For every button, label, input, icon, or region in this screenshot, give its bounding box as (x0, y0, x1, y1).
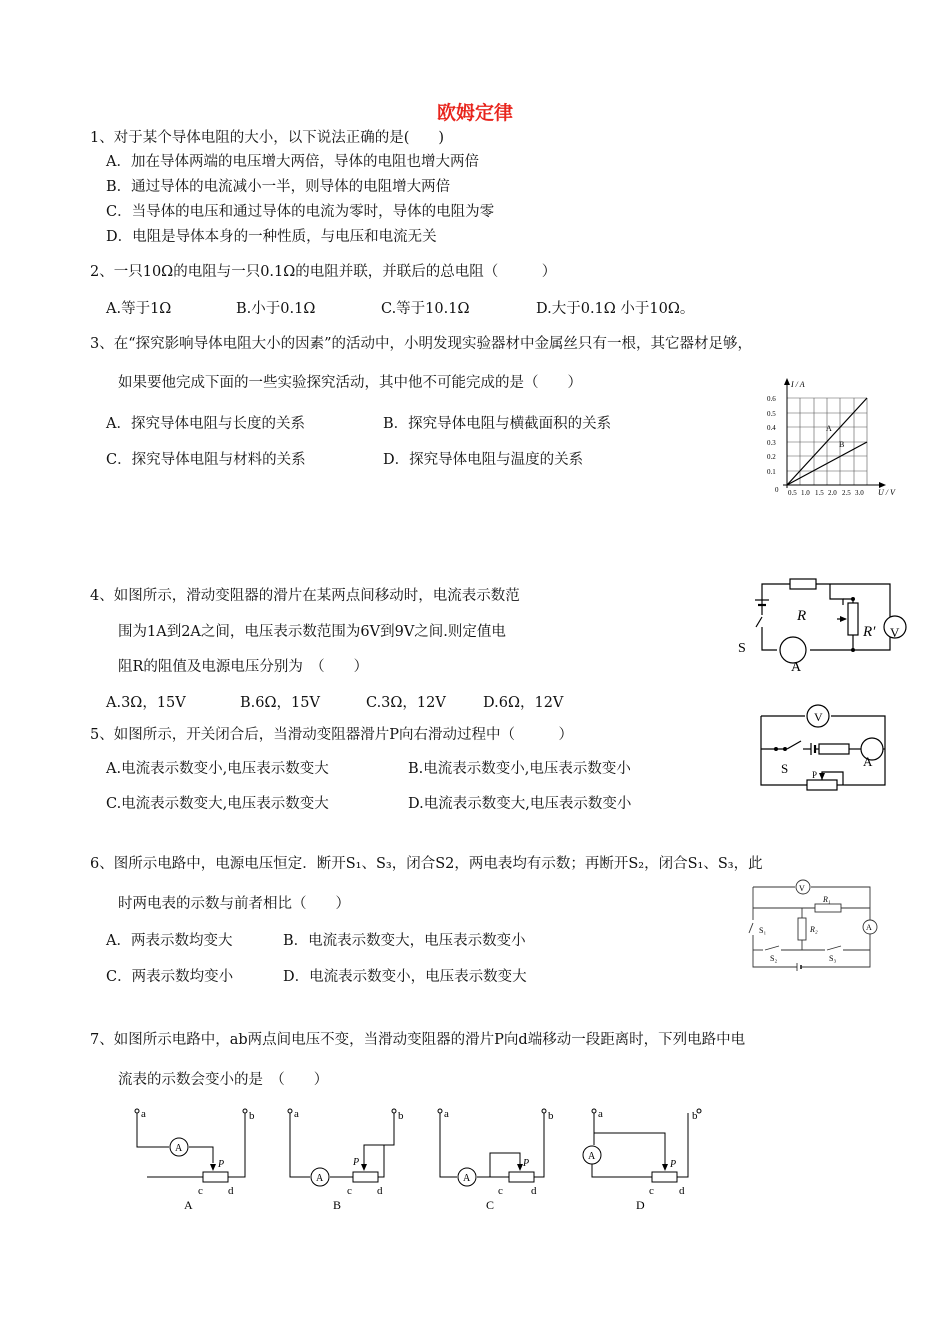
q4-option-a: A.3Ω，15V (106, 695, 186, 711)
ammeter-label: A (588, 1151, 596, 1162)
q1-option-c: C．当导体的电压和通过导体的电流为零时，导体的电阻为零 (106, 204, 495, 220)
q4-option-d: D.6Ω，12V (483, 695, 564, 711)
r1-label: R₁ (823, 895, 831, 904)
q5-option-d: D.电流表示数变大,电压表示数变小 (408, 796, 632, 812)
x-tick: 0.5 (788, 489, 797, 497)
line-a-label: A (826, 424, 832, 433)
q1-stem: 1、对于某个导体电阻的大小，以下说法正确的是( ) (90, 130, 445, 146)
terminal-a-label: a (294, 1108, 299, 1120)
slider-p-label: P (523, 1158, 530, 1169)
terminal-d-label: d (377, 1185, 383, 1197)
iu-graph (755, 370, 915, 505)
slider-p-label: P (353, 1157, 360, 1168)
terminal-b-label: b (548, 1110, 554, 1122)
terminal-a-label: a (598, 1108, 603, 1120)
slider-p-label: P (670, 1159, 677, 1170)
terminal-c-label: c (198, 1185, 203, 1197)
slider-p-label: P (812, 770, 818, 780)
q5-stem: 5、如图所示，开关闭合后，当滑动变阻器滑片P向右滑动过程中（ ） (90, 727, 573, 743)
q2-option-d: D.大于0.1Ω 小于10Ω。 (536, 301, 695, 317)
q4-stem-1: 4、如图所示，滑动变阻器的滑片在某两点间移动时，电流表示数范 (90, 588, 520, 604)
q5-option-b: B.电流表示数变小,电压表示数变小 (408, 761, 631, 777)
q2-option-b: B.小于0.1Ω (236, 301, 316, 317)
q2-option-c: C.等于10.1Ω (381, 301, 470, 317)
q3-stem-2: 如果要他完成下面的一些实验探究活动，其中他不可能完成的是（ ） (118, 375, 582, 391)
s3-label: S₃ (829, 954, 837, 963)
slider-p-label: P (218, 1159, 225, 1170)
s2-label: S₂ (770, 954, 778, 963)
terminal-b-label: b (692, 1110, 698, 1122)
ammeter-label: A (863, 754, 873, 769)
q7-circuit-c (430, 1105, 565, 1215)
terminal-b-label: b (398, 1110, 404, 1122)
r2-label: R₂ (810, 925, 818, 934)
x-tick: 2.0 (828, 489, 837, 497)
q4-circuit (735, 575, 915, 675)
terminal-d-label: d (531, 1185, 537, 1197)
figure-label: D (636, 1198, 645, 1212)
q7-circuit-d (580, 1105, 715, 1215)
terminal-a-label: a (444, 1108, 449, 1120)
q5-option-c: C.电流表示数变大,电压表示数变大 (106, 796, 329, 812)
s1-label: S₁ (759, 926, 767, 935)
q7-stem-2: 流表的示数会变小的是 （ ） (118, 1072, 329, 1088)
terminal-a-label: a (141, 1108, 146, 1120)
terminal-c-label: c (649, 1185, 654, 1197)
terminal-c-label: c (498, 1185, 503, 1197)
ammeter-label: A (316, 1173, 324, 1184)
terminal-d-label: d (228, 1185, 234, 1197)
y-tick: 0.4 (767, 424, 776, 432)
figure-label: C (486, 1198, 495, 1212)
q7-circuit-a (125, 1105, 260, 1215)
q5-option-a: A.电流表示数变小,电压表示数变大 (106, 761, 329, 777)
ammeter-label: A (791, 660, 802, 675)
voltmeter-label: V (890, 625, 900, 640)
q6-option-a: A．两表示数均变大 (106, 933, 233, 949)
ammeter-label: A (866, 923, 872, 932)
q6-circuit (745, 875, 895, 985)
y-tick: 0.6 (767, 395, 776, 403)
resistor-r-label: R (797, 608, 807, 624)
ammeter-label: A (175, 1143, 183, 1154)
q5-circuit (755, 700, 915, 795)
y-tick: 0.1 (767, 468, 776, 476)
q2-option-a: A.等于1Ω (106, 301, 172, 317)
q4-option-b: B.6Ω，15V (240, 695, 320, 711)
q6-option-b: B．电流表示数变大，电压表示数变小 (283, 933, 526, 949)
x-tick: 1.0 (801, 489, 810, 497)
y-tick: 0.2 (767, 453, 776, 461)
q6-stem-2: 时两电表的示数与前者相比（ ） (118, 896, 350, 912)
x-tick: 1.5 (815, 489, 824, 497)
terminal-d-label: d (679, 1185, 685, 1197)
x-tick: 2.5 (842, 489, 851, 497)
q6-option-c: C．两表示数均变小 (106, 969, 234, 985)
q2-stem: 2、一只10Ω的电阻与一只0.1Ω的电阻并联，并联后的总电阻（ ） (90, 264, 557, 280)
q6-stem-1: 6、图所示电路中，电源电压恒定．断开S₁、S₃，闭合S2，两电表均有示数；再断开S₂，闭合S₁、S₃，此 (90, 856, 763, 872)
ammeter-label: A (463, 1173, 471, 1184)
y-tick: 0.5 (767, 410, 776, 418)
figure-label: B (333, 1198, 342, 1212)
q4-option-c: C.3Ω，12V (366, 695, 446, 711)
q1-option-a: A．加在导体两端的电压增大两倍，导体的电阻也增大两倍 (106, 154, 479, 170)
q3-option-a: A．探究导体电阻与长度的关系 (106, 416, 305, 432)
q7-circuit-b (280, 1105, 415, 1215)
q7-stem-1: 7、如图所示电路中，ab两点间电压不变，当滑动变阻器的滑片P向d端移动一段距离时，下列电路中电 (90, 1032, 746, 1048)
y-tick: 0.3 (767, 439, 776, 447)
switch-label: S (781, 761, 789, 776)
voltmeter-label: V (799, 884, 805, 893)
q6-option-d: D．电流表示数变小，电压表示数变大 (283, 969, 527, 985)
voltmeter-label: V (814, 710, 823, 724)
origin-label: 0 (775, 486, 779, 494)
q1-option-b: B．通过导体的电流减小一半，则导体的电阻增大两倍 (106, 179, 451, 195)
x-axis-label: U / V (878, 488, 895, 497)
x-tick: 3.0 (855, 489, 864, 497)
terminal-c-label: c (347, 1185, 352, 1197)
q3-option-c: C．探究导体电阻与材料的关系 (106, 452, 306, 468)
figure-label: A (184, 1198, 193, 1212)
q3-option-b: B．探究导体电阻与横截面积的关系 (383, 416, 612, 432)
q4-stem-2: 围为1A到2A之间，电压表示数范围为6V到9V之间.则定值电 (118, 624, 506, 640)
switch-label: S (738, 641, 746, 656)
page-title: 欧姆定律 (436, 102, 513, 124)
terminal-b-label: b (249, 1110, 255, 1122)
rheostat-label: R′ (863, 624, 876, 640)
q3-option-d: D．探究导体电阻与温度的关系 (383, 452, 584, 468)
y-axis-label: I / A (791, 380, 805, 389)
q4-stem-3: 阻R的阻值及电源电压分别为 （ ） (118, 659, 369, 675)
line-b-label: B (839, 440, 845, 449)
q1-option-d: D．电阻是导体本身的一种性质，与电压和电流无关 (106, 229, 437, 245)
q3-stem-1: 3、在“探究影响导体电阻大小的因素”的活动中，小明发现实验器材中金属丝只有一根，其它器材足够， (90, 336, 753, 352)
